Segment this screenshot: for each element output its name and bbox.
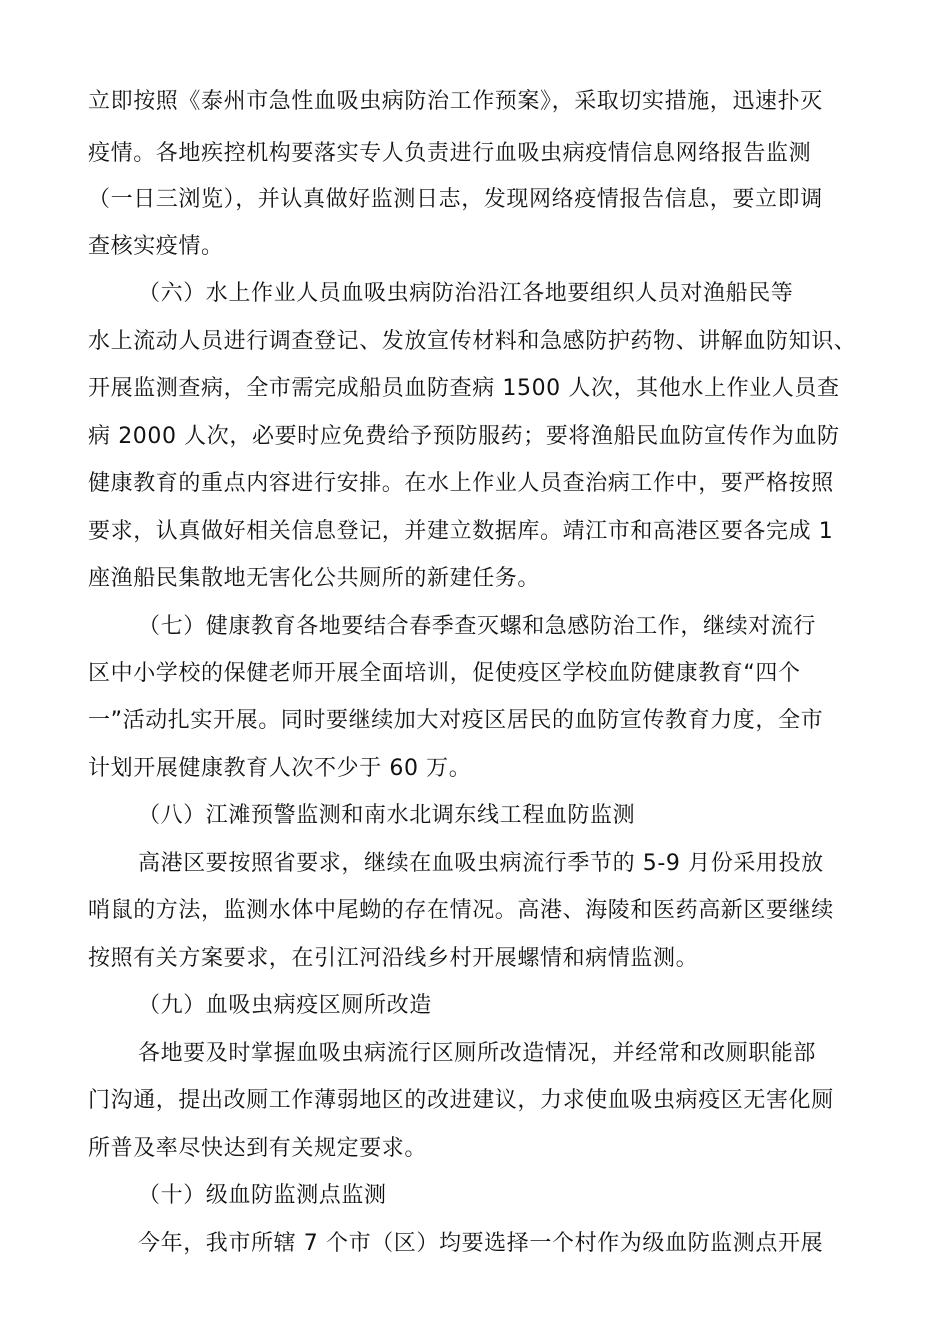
text-line: （六）水上作业人员血吸虫病防治沿江各地要组织人员对渔船民等: [138, 281, 794, 306]
text-line: 各地要及时掌握血吸虫病流行区厕所改造情况，并经常和改厕职能部: [138, 1041, 817, 1066]
text-line: 病 2000 人次，必要时应免费给予预防服药；要将渔船民血防宣传作为血防: [88, 424, 840, 449]
text-line: 计划开展健康教育人次不少于 60 万。: [88, 756, 472, 781]
text-line: （七）健康教育各地要结合春季查灭螺和急感防治工作，继续对流行: [138, 614, 817, 639]
section-heading: （八）江滩预警监测和南水北调东线工程血防监测: [138, 803, 636, 828]
text-line: （一日三浏览），并认真做好监测日志，发现网络疫情报告信息，要立即调: [88, 187, 823, 212]
text-line: 要求，认真做好相关信息登记，并建立数据库。靖江市和高港区要各完成 1: [88, 519, 834, 544]
text-line: 开展监测查病，全市需完成船员血防查病 1500 人次，其他水上作业人员查: [88, 376, 840, 401]
text-line: 座渔船民集散地无害化公共厕所的新建任务。: [88, 566, 541, 591]
section-heading: （十）级血防监测点监测: [138, 1183, 387, 1208]
section-heading: （九）血吸虫病疫区厕所改造: [138, 993, 432, 1018]
text-line: 水上流动人员进行调查登记、发放宣传材料和急感防护药物、讲解血防知识、: [88, 329, 857, 354]
text-line: 按照有关方案要求，在引江河沿线乡村开展螺情和病情监测。: [88, 946, 699, 971]
text-line: 门沟通，提出改厕工作薄弱地区的改进建议，力求使血吸虫病疫区无害化厕: [88, 1088, 834, 1113]
text-line: 一”活动扎实开展。同时要继续加大对疫区居民的血防宣传教育力度，全市: [88, 708, 824, 733]
text-line: 区中小学校的保健老师开展全面培训，促使疫区学校血防健康教育“四个: [88, 661, 801, 686]
text-line: 疫情。各地疾控机构要落实专人负责进行血吸虫病疫情信息网络报告监测: [88, 141, 812, 166]
text-line: 立即按照《泰州市急性血吸虫病防治工作预案》，采取切实措施，迅速扑灭: [88, 89, 823, 114]
text-line: 今年，我市所辖 7 个市（区）均要选择一个村作为级血防监测点开展: [138, 1231, 824, 1256]
text-line: 所普及率尽快达到有关规定要求。: [88, 1136, 428, 1161]
text-line: 哨鼠的方法，监测水体中尾蚴的存在情况。高港、海陵和医药高新区要继续: [88, 898, 834, 923]
text-line: 高港区要按照省要求，继续在血吸虫病流行季节的 5-9 月份采用投放: [138, 851, 824, 876]
text-line: 查核实疫情。: [88, 234, 224, 259]
text-line: 健康教育的重点内容进行安排。在水上作业人员查治病工作中，要严格按照: [88, 471, 834, 496]
